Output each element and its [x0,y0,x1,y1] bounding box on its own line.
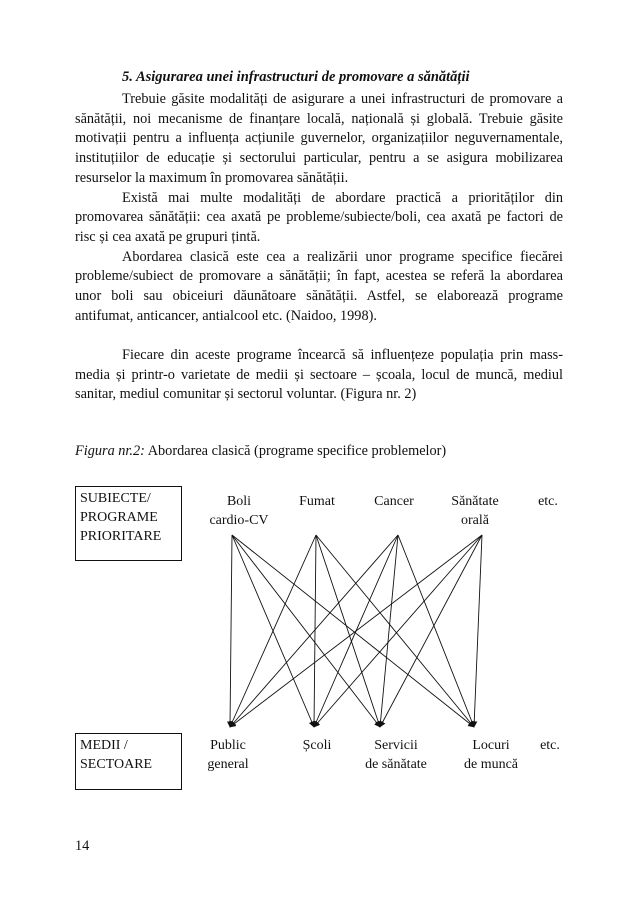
subjects-box-line: SUBIECTE/ [80,491,151,506]
topic-label-line: Cancer [374,494,414,509]
sector-label-line: Public [210,738,246,753]
sector-label-line: Locuri [472,738,510,753]
sector-label-line: general [207,757,249,772]
media-box-line: SECTOARE [80,757,153,772]
topic-label-line: Sănătate [451,494,499,509]
sector-label-line: etc. [540,738,560,753]
topic-label-line: Fumat [299,494,335,509]
arrow-topic2-sector3 [398,535,474,727]
subjects-box-line: PROGRAME [80,510,158,525]
arrow-topic0-sector2 [232,535,380,727]
figure-caption-label: Figura nr.2: [75,443,145,459]
page-number: 14 [75,838,90,854]
topic-label-line: Boli [226,494,252,509]
media-box-line: MEDII / [80,738,128,753]
paragraph: Trebuie găsite modalități de asigurare a unei infrastructuri de promovare a sănătății, noi mecanisme de finanțare locală, națională și globală. Trebuie găsite motivații pentru a influența acțiunile guvernelor, organizațiilor neguvernamentale, instituțiilor de educație și sectorului particular, pentru a se asigura mobilizarea resurselor la maximum în promovarea sănătății. [75,91,563,186]
arrow-topic1-sector0 [230,535,316,727]
arrow-topic1-sector2 [316,535,380,727]
topic-label-line: etc. [538,494,558,509]
figure-caption-text: Abordarea clasică (programe specifice problemelor) [144,443,447,459]
section-heading: 5. Asigurarea unei infrastructuri de promovare a sănătății [122,69,470,85]
sector-label-line: de muncă [463,757,519,772]
arrow-topic3-sector3 [474,535,482,727]
sector-label-line: Servicii [374,738,418,753]
paragraph: Abordarea clasică este cea a realizării unor programe specifice fiecărei probleme/subiect de promovare a sănătății; în fapt, acestea se referă la abordarea unor boli sau obiceiuri dăunătoare sănătății. Astfel, se elaborează programe antifumat, anticancer, antialcool etc. (Naidoo, 1998). [75,248,563,324]
paragraph: Fiecare din aceste programe încearcă să influențeze populația prin mass-media și printr-o varietate de medii și sectoare – școala, locul de muncă, mediul sanitar, mediul comunitar și sectorul voluntar. (Figura nr. 2) [75,347,563,403]
arrow-topic0-sector0 [230,535,232,727]
sector-label-line: de sănătate [365,757,427,772]
paragraph: Există mai multe modalități de abordare practică a priorităților din promovarea sănătății: cea axată pe probleme/subiecte/boli, cea axată pe factori de risc și cea axată pe grupuri țintă. [75,189,563,245]
topic-label-line: orală [461,513,489,528]
topic-label-line: cardio-CV [209,513,269,528]
subjects-box-line: PRIORITARE [80,529,162,544]
sector-label-line: Școli [302,738,332,753]
